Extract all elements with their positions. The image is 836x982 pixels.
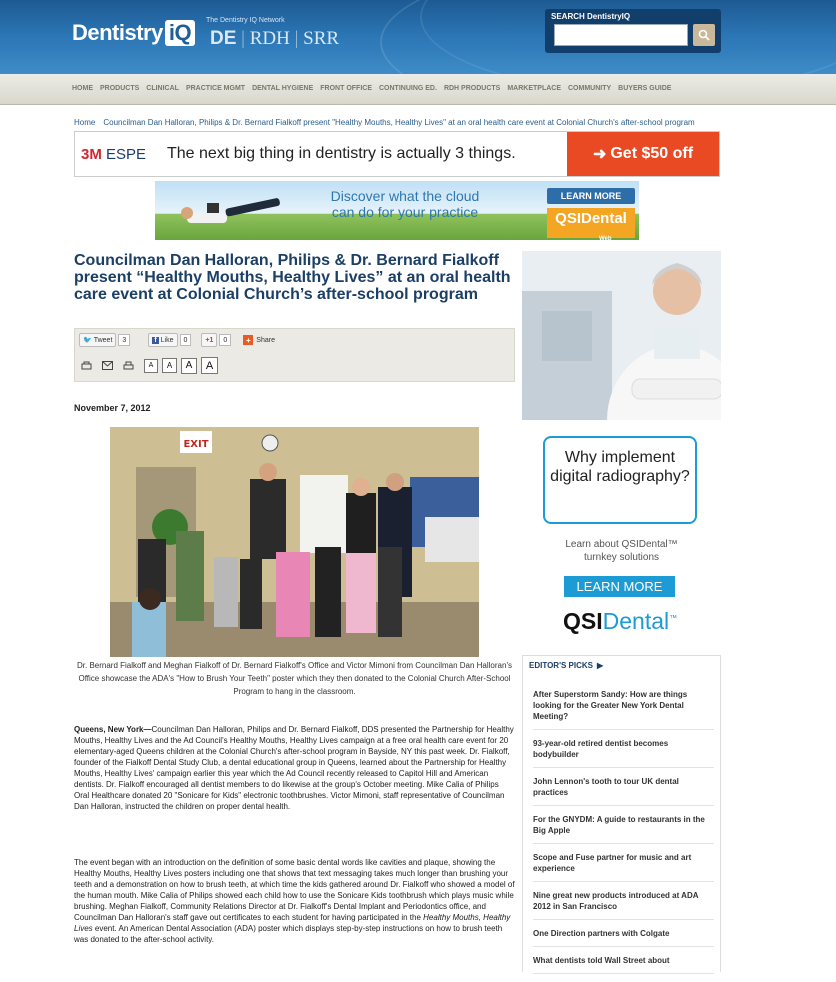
nav-item-continuing-ed[interactable]: CONTINUING ED.	[378, 85, 437, 92]
share-toolbar	[74, 328, 515, 382]
editors-picks-title: EDITOR'S PICKS	[529, 661, 593, 670]
paragraph-1-text: Councilman Dan Halloran, Philips and Dr. Bernard Fialkoff, DDS presented the Partnership for Healthy Mouths, Healthy Lives and the Ad Council's Healthy Mouths, Healthy Lives campaign at a free oral health care event for 20 elementary-aged Queens children at the Colonial Church's after-school program in Bayside, NY this past week. Dr. Fialkoff, founder of the Fialkoff Dental Study Club, a dental educational group in Queens, learned about the Partnership for Healthy Mouths, Healthy Lives' campaign earlier this year which the Ad Council recently released to Capitol Hill and American dentists. Dr. Fialkoff encouraged all dentist members to do likewise at the group's October meeting. Mike Calia of Philips Oral Healthcare donated 20 "Sonicare for Kids" electronic toothbrushes. Victor Mimoni, staff representative of Councilman Dan Halloran, instructed the children on proper dental health.	[74, 725, 514, 811]
ad2-qsi-text: QSIDental	[555, 210, 627, 227]
logo-tm: ™	[669, 613, 678, 623]
ad-brand-espe: ESPE	[106, 146, 147, 163]
photo-caption: Dr. Bernard Fialkoff and Meghan Fialkoff of Dr. Bernard Fialkoff's Office and Victor Mimoni from Councilman Dan Halloran's Office showcase the ADA's "How to Brush Your Teeth" poster which they then donated to the Colonial Church After-School Program to hang in the classroom.	[77, 661, 512, 696]
editors-picks-heading	[529, 661, 603, 670]
sidebar-ad-learn-line2: turnkey solutions	[583, 552, 660, 563]
share-plus-icon: +	[243, 335, 253, 345]
banner-ad-3m-espe[interactable]	[74, 131, 720, 177]
logo-iq: iQ	[165, 20, 195, 46]
article-paragraph-2	[74, 857, 515, 945]
editors-pick-link[interactable]: For the GNYDM: A guide to restaurants in the Big Apple	[533, 814, 714, 844]
plus-count: 0	[219, 334, 231, 346]
ad-message: The next big thing in dentistry is actually 3 things.	[167, 145, 516, 162]
tweet-button[interactable]	[79, 333, 116, 347]
nav-item-practice-mgmt[interactable]: PRACTICE MGMT	[185, 85, 246, 92]
banner-ad-qsi-cloud[interactable]	[155, 181, 639, 240]
paragraph-2-text: The event began with an introduction on the definition of some basic dental words like cavities and plaque, showing the Healthy Mouths, Healthy Lives posters including one that shows that text messaging takes much longer than brushing your teeth and a demonstration on how to brush teeth, at which time the kids gathered around Dr. Fialkoff who showed a model of the human mouth. Mike Calia of Philips showed each child how to use the Sonicare Kids toothbrush which plays music while brushing. Meghan Fialkoff, Community Relations Director at Dr. Fialkoff's Dental Implant and Periodontics office, and Councilman Dan Halloran's staff gave out certificates to each student for having participated in the	[74, 858, 515, 922]
article-tools	[81, 357, 222, 374]
ad2-qsi-logo	[547, 208, 635, 238]
ad2-message	[305, 188, 505, 220]
nav-item-clinical[interactable]: CLINICAL	[146, 85, 179, 92]
print-icon[interactable]	[81, 361, 92, 371]
editors-pick-link[interactable]: 93-year-old retired dentist becomes bodybuilder	[533, 738, 714, 768]
search-icon	[698, 29, 710, 41]
exit-sign-text: EXIT	[183, 439, 209, 450]
site-header	[0, 0, 836, 74]
editors-pick-link[interactable]: One Direction partners with Colgate	[533, 928, 714, 947]
font-size-medium-button[interactable]: A	[162, 358, 177, 373]
dentist-illustration	[522, 251, 721, 420]
email-icon[interactable]	[102, 361, 113, 371]
nav-item-dental-hygiene[interactable]: DENTAL HYGIENE	[252, 85, 314, 92]
logo-dental: Dental	[602, 608, 670, 634]
network-links	[210, 28, 339, 50]
network-link-de[interactable]: DE	[210, 28, 237, 49]
search-box	[545, 9, 721, 53]
logo-text: Dentistry	[72, 20, 163, 45]
ad-brand	[81, 146, 146, 163]
nav-item-products[interactable]: PRODUCTS	[100, 85, 140, 92]
tweet-count: 3	[118, 334, 130, 346]
share-button[interactable]	[243, 335, 275, 345]
sidebar-ad-learn-line1: Learn about QSIDental™	[565, 539, 678, 550]
network-divider: |	[294, 28, 299, 49]
editors-pick-link[interactable]: Nine great new products introduced at ADA 2012 in San Francisco	[533, 890, 714, 920]
breadcrumb	[74, 118, 695, 127]
article-paragraph-1	[74, 724, 515, 812]
breadcrumb-home[interactable]: Home	[74, 118, 96, 127]
nav-items	[72, 85, 678, 92]
network-link-srr[interactable]: SRR	[303, 28, 340, 49]
arrow-right-icon: ➜	[592, 146, 607, 163]
facebook-icon: f	[154, 336, 157, 344]
editors-picks-list	[533, 689, 714, 982]
like-label: Like	[160, 336, 174, 344]
social-row	[79, 333, 275, 347]
article-photo	[110, 427, 479, 657]
paragraph-2-emphasis: Healthy Mouths, Healthy Lives	[74, 913, 511, 933]
network-link-rdh[interactable]: RDH	[249, 28, 290, 49]
site-logo[interactable]	[72, 20, 195, 46]
sidebar-photo-dentist[interactable]	[522, 251, 721, 420]
editors-pick-link[interactable]: After Superstorm Sandy: How are things looking for the Greater New York Dental Meeting?	[533, 689, 714, 730]
sidebar-ad-qsi[interactable]	[522, 428, 721, 650]
ad2-line2: can do for your practice	[331, 204, 479, 220]
editors-pick-link[interactable]: Scope and Fuse partner for music and art experience	[533, 852, 714, 882]
facebook-like-button[interactable]	[148, 333, 177, 347]
main-nav	[0, 74, 836, 105]
ad2-line1: Discover what the cloud	[330, 188, 480, 204]
google-plus-button[interactable]	[201, 333, 217, 347]
logo-qsi: QSI	[563, 608, 603, 634]
sidebar-ad-question: Why implement digital radiography?	[550, 449, 690, 485]
network-divider: |	[241, 28, 245, 49]
person-lying-illustration	[177, 189, 287, 231]
sidebar-ad-learn-more-button[interactable]: LEARN MORE	[564, 576, 675, 597]
search-label: SEARCH DentistryIQ	[551, 12, 631, 21]
article-date: November 7, 2012	[74, 403, 151, 413]
share-label: Share	[256, 336, 275, 344]
font-size-small-button[interactable]: A	[144, 359, 158, 373]
nav-item-home[interactable]: HOME	[72, 85, 93, 92]
network-tagline: The Dentistry IQ Network	[206, 17, 285, 24]
nav-item-marketplace[interactable]: MARKETPLACE	[507, 85, 561, 92]
ad-cta-button[interactable]	[567, 132, 719, 176]
ad-brand-3m: 3M	[81, 146, 102, 163]
qsi-dental-logo	[563, 608, 677, 635]
breadcrumb-current[interactable]: Councilman Dan Halloran, Philips & Dr. Bernard Fialkoff present "Healthy Mouths, Healthy Lives" at an oral health care event at Colonial Church's after-school program	[103, 118, 695, 127]
article-title: Councilman Dan Halloran, Philips & Dr. Bernard Fialkoff present “Healthy Mouths, Healthy Lives” at an oral health care event at Colonial Church’s after-school program	[74, 252, 511, 303]
nav-item-buyers-guide[interactable]: BUYERS GUIDE	[618, 85, 672, 92]
twitter-icon: 🐦	[83, 337, 92, 344]
ad-cta-label: Get $50 off	[610, 145, 694, 162]
font-size-xlarge-button[interactable]: A	[201, 357, 218, 374]
like-count: 0	[180, 334, 192, 346]
editors-pick-link[interactable]: What dentists told Wall Street about	[533, 955, 714, 974]
editors-pick-link[interactable]: John Lennon's tooth to tour UK dental practices	[533, 776, 714, 806]
group-photo-illustration	[110, 427, 479, 657]
plus-label: +1	[205, 336, 214, 344]
tweet-label: Tweet	[93, 336, 113, 344]
nav-item-rdh-products[interactable]: RDH PRODUCTS	[443, 85, 501, 92]
ad2-learn-more-button[interactable]: LEARN MORE	[547, 188, 635, 204]
nav-item-community[interactable]: COMMUNITY	[568, 85, 612, 92]
paragraph-2-end: event. An American Dental Association (ADA) poster which displays step-by-step instructions on how to brush teeth was donated to the after-school activity.	[74, 924, 503, 944]
printer-friendly-icon[interactable]	[123, 361, 134, 371]
nav-item-front-office[interactable]: FRONT OFFICE	[320, 85, 372, 92]
editors-picks	[522, 655, 721, 972]
search-input[interactable]	[554, 24, 688, 46]
search-button[interactable]	[693, 24, 715, 46]
dateline: Queens, New York—	[74, 725, 152, 734]
ad2-web-label: Web	[599, 236, 612, 240]
font-size-large-button[interactable]: A	[181, 358, 197, 374]
play-arrow-icon: ▶	[597, 661, 604, 670]
sidebar-ad-learn	[522, 538, 721, 564]
